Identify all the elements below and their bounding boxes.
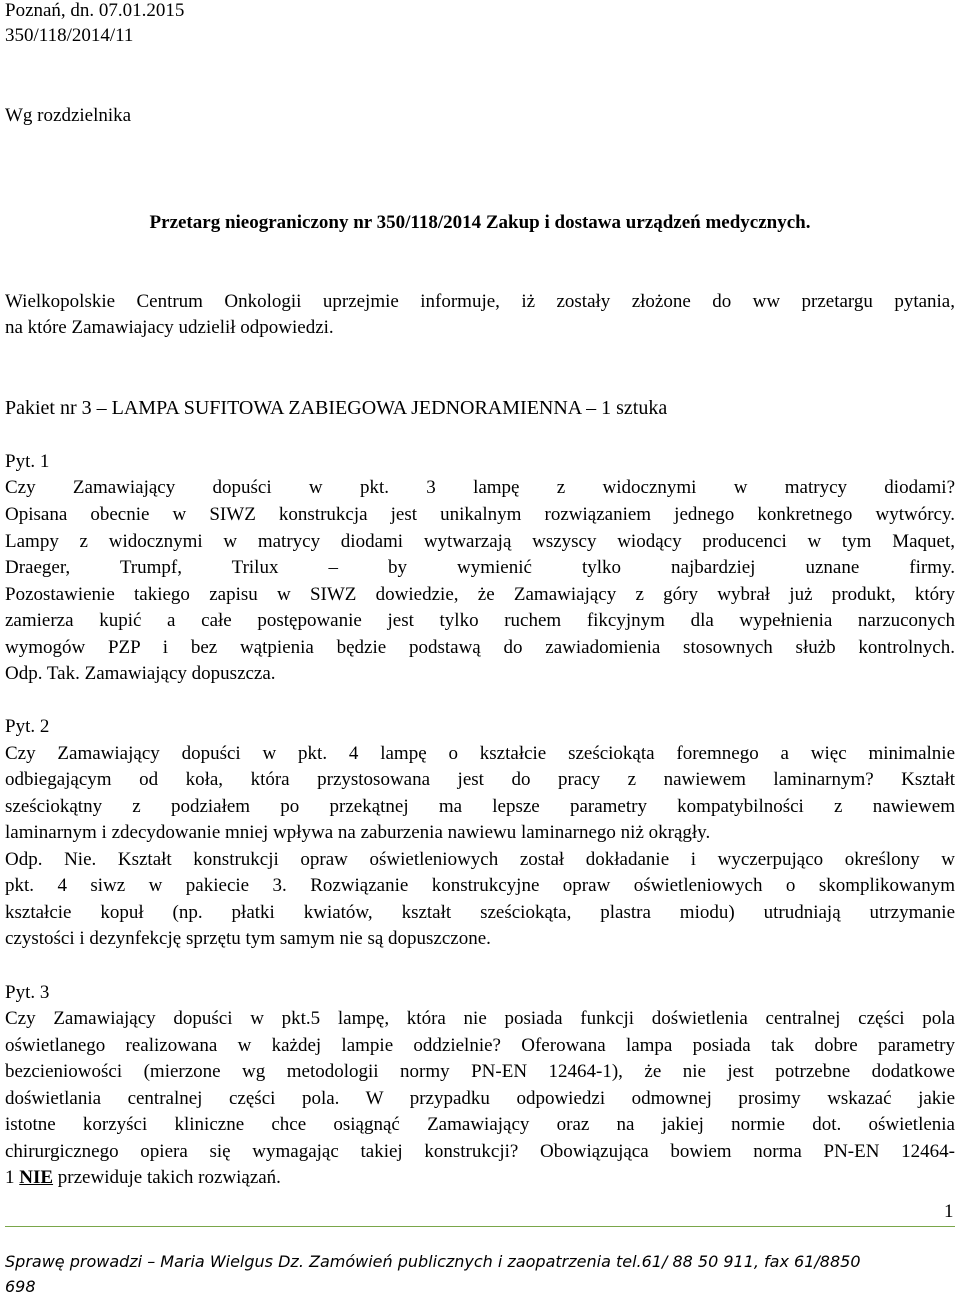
question-line: Czy Zamawiający dopuści w pkt. 4 lampę o kształcie sześciokąta foremnego a więc minimalnie	[5, 743, 955, 764]
question-line: bezcieniowości (mierzone wg metodologii normy PN-EN 12464-1), że nie jest potrzebne dodatkowe	[5, 1061, 955, 1082]
question-line: Draeger, Trumpf, Trilux – by wymienić tylko najbardziej uznane firmy.	[5, 557, 955, 578]
question-line: istotne korzyści kliniczne chce osiągnąć Zamawiający oraz na jakiej normie dot. oświetlenia	[5, 1114, 955, 1135]
emphasis-nie: NIE	[19, 1167, 54, 1188]
question-line: Czy Zamawiający dopuści w pkt.5 lampę, która nie posiada funkcji doświetlenia centralnej części pola	[5, 1008, 955, 1029]
question-line: Lampy z widocznymi w matrycy diodami wytwarzają wszyscy wiodący producenci w tym Maquet,	[5, 531, 955, 552]
question-line: sześciokątny z podziałem po przekątnej ma lepsze parametry kompatybilności z nawiewem	[5, 796, 955, 817]
footer-contact-fax: 698	[5, 1277, 36, 1296]
footer-contact: Sprawę prowadzi – Maria Wielgus Dz. Zamówień publicznych i zaopatrzenia tel.61/ 88 50 911, fax 61/8850	[5, 1252, 861, 1271]
question-line: wymogów PZP i bez wątpienia będzie podstawą do zawiadomienia stosownych służb kontrolnych.	[5, 637, 955, 658]
question-line	[5, 1166, 281, 1190]
question-line: Opisana obecnie w SIWZ konstrukcja jest unikalnym rozwiązaniem jednego konkretnego wytwórcy.	[5, 504, 955, 525]
answer-line: Odp. Nie. Kształt konstrukcji opraw oświetleniowych został dokładanie i wyczerpująco określony w	[5, 849, 955, 870]
question-heading: Pyt. 2	[5, 716, 50, 737]
question-line: zamierza kupić a całe postępowanie jest tylko ruchem fikcyjnym dla wypełnienia narzuconych	[5, 610, 955, 631]
line-suffix: przewiduje takich rozwiązań.	[53, 1167, 281, 1188]
answer-line: kształcie kopuł (np. płatki kwiatów, kształt sześciokąta, plastra miodu) utrudniają utrzymanie	[5, 902, 955, 923]
intro-line: Wielkopolskie Centrum Onkologii uprzejmie informuje, iż zostały złożone do ww przetargu pytania,	[5, 291, 955, 312]
intro-line: na które Zamawiajacy udzielił odpowiedzi.	[5, 317, 334, 338]
question-line: odbiegającym od koła, która przystosowana jest do pracy z nawiewem laminarnym? Kształt	[5, 769, 955, 790]
question-line: Pozostawienie takiego zapisu w SIWZ dowiedzie, że Zamawiający z góry wybrał już produkt, który	[5, 584, 955, 605]
answer-line: czystości i dezynfekcję sprzętu tym samym nie są dopuszczone.	[5, 928, 491, 949]
package-title: Pakiet nr 3 – LAMPA SUFITOWA ZABIEGOWA JEDNORAMIENNA – 1 sztuka	[5, 397, 668, 419]
subject-title: Przetarg nieograniczony nr 350/118/2014 Zakup i dostawa urządzeń medycznych.	[149, 212, 811, 233]
answer-line: Odp. Tak. Zamawiający dopuszcza.	[5, 663, 276, 684]
question-line: chirurgicznego opiera się wymagając takiej konstrukcji? Obowiązująca bowiem norma PN-EN 12464-	[5, 1141, 955, 1162]
recipient: Wg rozdzielnika	[5, 105, 132, 126]
reference-number: 350/118/2014/11	[5, 25, 134, 46]
question-line: laminarnym i zdecydowanie mniej wpływa na zaburzenia nawiewu laminarnego niż okrągły.	[5, 822, 711, 843]
question-heading: Pyt. 3	[5, 982, 50, 1003]
question-line: doświetlania centralnej części pola. W przypadku odpowiedzi odmownej prosimy wskazać jakie	[5, 1088, 955, 1109]
answer-line: pkt. 4 siwz w pakiecie 3. Rozwiązanie konstrukcyjne opraw oświetleniowych o skomplikowanym	[5, 875, 955, 896]
question-line: oświetlanego realizowana w każdej lampie oddzielnie? Oferowana lampa posiada tak dobre parametry	[5, 1035, 955, 1056]
page-number: 1	[944, 1201, 954, 1222]
question-heading: Pyt. 1	[5, 451, 50, 472]
question-line: Czy Zamawiający dopuści w pkt. 3 lampę z widocznymi w matrycy diodami?	[5, 477, 955, 498]
line-prefix: 1	[5, 1167, 20, 1188]
footer-divider	[5, 1226, 955, 1227]
place-date: Poznań, dn. 07.01.2015	[5, 0, 185, 21]
